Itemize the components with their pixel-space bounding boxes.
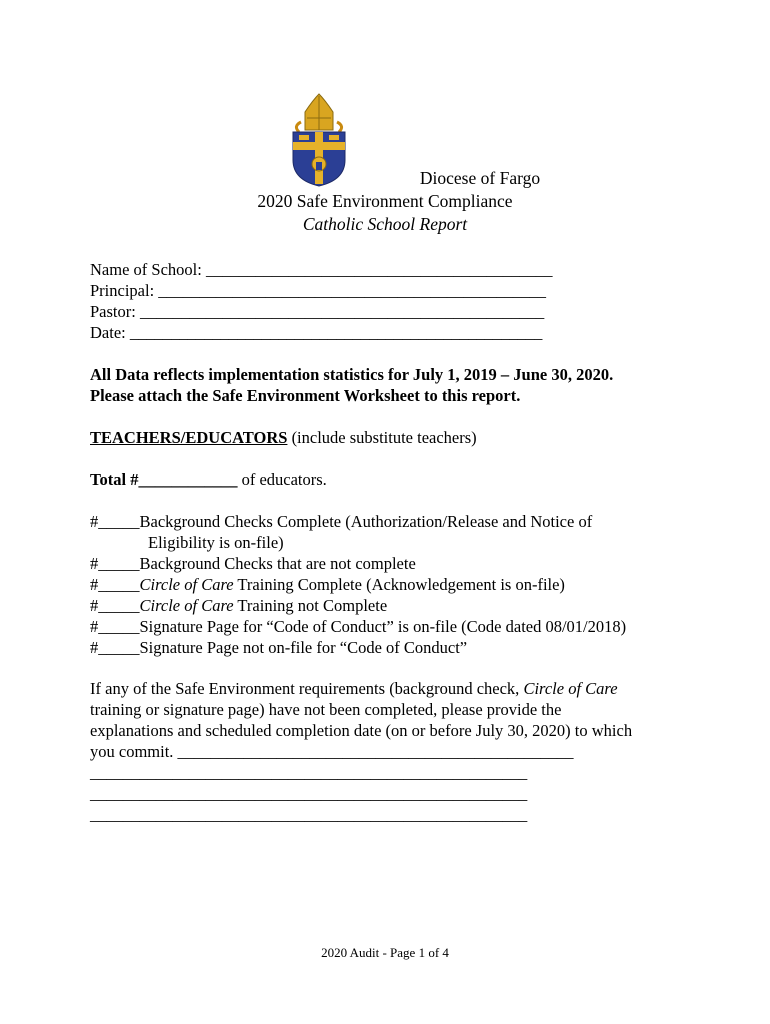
- item-background-checks-complete-cont: Eligibility is on-file): [148, 533, 284, 552]
- field-label: Pastor:: [90, 302, 136, 321]
- para-text: If any of the Safe Environment requirements (background check,: [90, 679, 524, 698]
- para-blank-line[interactable]: _____________________________________________________: [90, 763, 528, 782]
- item-signature-page-not-on-file[interactable]: #_____Signature Page not on-file for “Code of Conduct”: [90, 638, 468, 657]
- item-blank[interactable]: #_____: [90, 596, 140, 615]
- field-label: Date:: [90, 323, 126, 342]
- total-blank[interactable]: ____________: [138, 470, 238, 489]
- item-emphasis: Circle of Care: [139, 596, 234, 615]
- field-principal[interactable]: [90, 280, 650, 301]
- item-blank[interactable]: #_____: [90, 575, 140, 594]
- field-pastor[interactable]: [90, 301, 650, 322]
- item-circle-of-care-complete[interactable]: [90, 574, 690, 595]
- page-footer: 2020 Audit - Page 1 of 4: [321, 945, 449, 960]
- section-note: (include substitute teachers): [287, 428, 477, 447]
- para-blank-line[interactable]: _____________________________________________________: [90, 784, 528, 803]
- para-blank-line[interactable]: _____________________________________________________: [90, 805, 528, 824]
- field-date[interactable]: [90, 322, 650, 343]
- item-emphasis: Circle of Care: [139, 575, 234, 594]
- notice-block: [90, 364, 690, 406]
- field-blank[interactable]: _______________________________________________: [158, 281, 547, 300]
- checklist-items: [90, 511, 690, 658]
- field-blank[interactable]: __________________________________________________: [129, 323, 543, 342]
- field-blank[interactable]: __________________________________________: [205, 260, 553, 279]
- item-text: Training Complete (Acknowledgement is on-file): [233, 575, 565, 594]
- explanation-paragraph: [90, 678, 690, 825]
- total-suffix: of educators.: [237, 470, 327, 489]
- report-title: 2020 Safe Environment Compliance: [257, 191, 513, 211]
- field-blank[interactable]: _________________________________________________: [139, 302, 545, 321]
- org-name: Diocese of Fargo: [419, 168, 541, 188]
- para-emphasis: Circle of Care: [523, 679, 618, 698]
- item-circle-of-care-incomplete[interactable]: [90, 595, 690, 616]
- field-label: Name of School:: [90, 260, 202, 279]
- total-educators-line: [90, 469, 327, 490]
- item-text: Training not Complete: [233, 596, 388, 615]
- item-signature-page-on-file[interactable]: #_____Signature Page for “Code of Conduct” is on-file (Code dated 08/01/2018): [90, 617, 627, 636]
- notice-line-2: Please attach the Safe Environment Worksheet to this report.: [90, 386, 521, 405]
- report-subtitle: Catholic School Report: [302, 214, 468, 234]
- notice-line-1: All Data reflects implementation statistics for July 1, 2019 – June 30, 2020.: [90, 365, 614, 384]
- item-background-checks-complete[interactable]: #_____Background Checks Complete (Authorization/Release and Notice of: [90, 512, 593, 531]
- item-background-checks-incomplete[interactable]: #_____Background Checks that are not complete: [90, 554, 416, 573]
- para-line-2: training or signature page) have not been completed, please provide the: [90, 700, 562, 719]
- para-line-1: [90, 678, 690, 699]
- title-block: [0, 167, 770, 236]
- teachers-heading: [90, 427, 477, 448]
- field-name-of-school[interactable]: [90, 259, 650, 280]
- para-line-4[interactable]: you commit. ________________________________________________: [90, 742, 574, 761]
- para-line-3: explanations and scheduled completion date (on or before July 30, 2020) to which: [90, 721, 633, 740]
- section-heading: TEACHERS/EDUCATORS: [90, 428, 288, 447]
- total-prefix: Total #: [90, 470, 139, 489]
- field-label: Principal:: [90, 281, 155, 300]
- school-info-fields: [90, 259, 650, 343]
